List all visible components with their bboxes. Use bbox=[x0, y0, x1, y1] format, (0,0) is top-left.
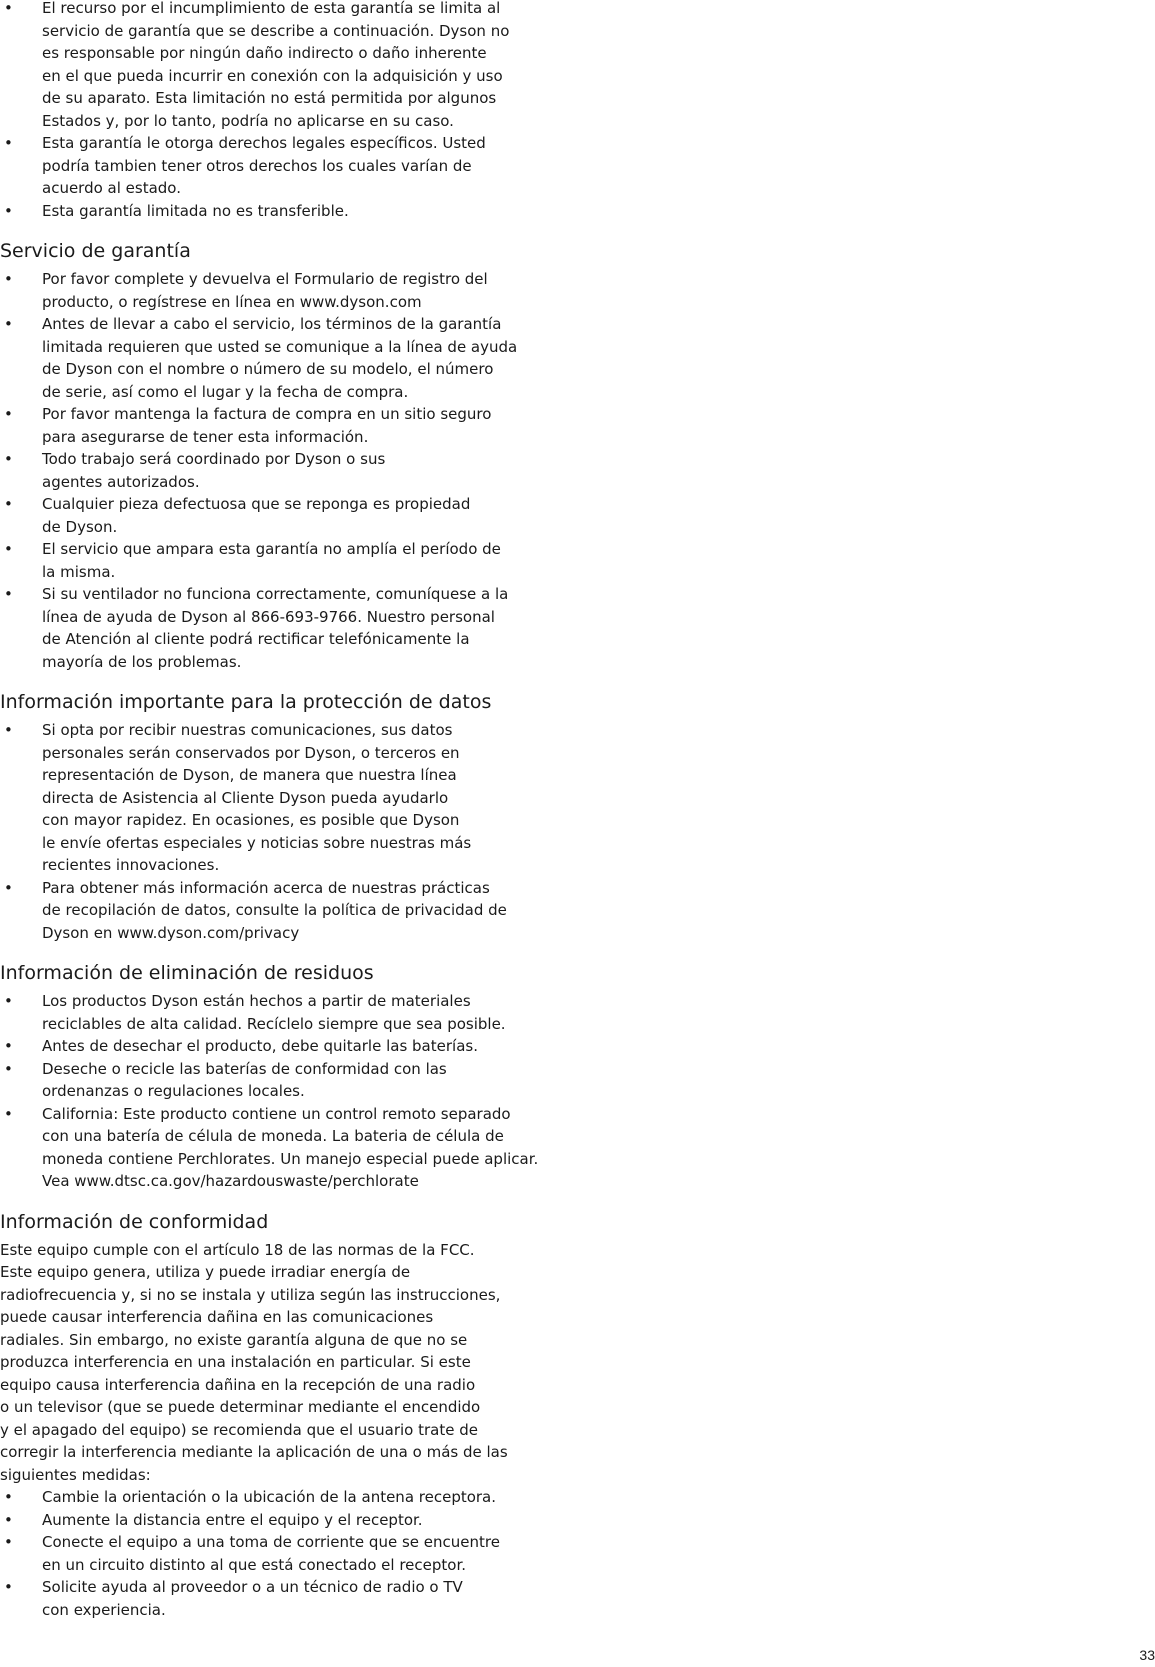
text-line: producto, o regístrese en línea en www.dyson.com bbox=[42, 292, 422, 311]
warranty-service-list bbox=[0, 268, 540, 673]
text-line: • Para obtener más información acerca de nuestras prácticas bbox=[42, 878, 490, 897]
text-line: de Atención al cliente podrá rectificar telefónicamente la bbox=[42, 630, 470, 648]
page-number: 33 bbox=[1139, 1647, 1155, 1663]
text-line: línea de ayuda de Dyson al 866-693-9766. Nuestro personal bbox=[42, 607, 495, 626]
list-item bbox=[0, 1531, 540, 1576]
list-item bbox=[0, 0, 540, 132]
text-line: la misma. bbox=[42, 562, 116, 581]
text-line: • El servicio que ampara esta garantía no amplía el período de bbox=[42, 540, 501, 558]
text-line: • Esta garantía limitada no es transferible. bbox=[42, 201, 349, 220]
compliance-measures-list bbox=[0, 1486, 540, 1621]
text-line: radiales. Sin embargo, no existe garantía alguna de que no se bbox=[0, 1330, 468, 1349]
list-item bbox=[0, 1576, 540, 1621]
text-line: es responsable por ningún daño indirecto o daño inherente bbox=[42, 44, 487, 62]
list-item bbox=[0, 268, 540, 313]
list-item bbox=[0, 448, 540, 493]
text-line: puede causar interferencia dañina en las comunicaciones bbox=[0, 1308, 434, 1326]
list-item bbox=[0, 132, 540, 200]
text-line: • California: Este producto contiene un control remoto separado bbox=[42, 1104, 511, 1123]
text-line: • Si opta por recibir nuestras comunicaciones, sus datos bbox=[42, 721, 453, 739]
disposal-list bbox=[0, 990, 540, 1193]
text-line: corregir la interferencia mediante la aplicación de una o más de las bbox=[0, 1443, 508, 1461]
text-line: • Aumente la distancia entre el equipo y el receptor. bbox=[42, 1510, 423, 1529]
list-item bbox=[0, 877, 540, 945]
list-item bbox=[0, 1509, 540, 1532]
text-line: mayoría de los problemas. bbox=[42, 652, 242, 671]
text-line: • Si su ventilador no funciona correctamente, comuníquese a la bbox=[42, 585, 509, 603]
text-line: • Todo trabajo será coordinado por Dyson o sus bbox=[42, 450, 386, 468]
text-line: Estados y, por lo tanto, podría no aplicarse en su caso. bbox=[42, 111, 454, 130]
list-item bbox=[0, 1058, 540, 1103]
text-line: • Solicite ayuda al proveedor o a un técnico de radio o TV bbox=[42, 1578, 463, 1596]
text-line: directa de Asistencia al Cliente Dyson pueda ayudarlo bbox=[42, 788, 449, 807]
text-line: • Cambie la orientación o la ubicación de la antena receptora. bbox=[42, 1488, 497, 1506]
list-item bbox=[0, 313, 540, 403]
text-line: • Por favor complete y devuelva el Formulario de registro del bbox=[42, 270, 488, 288]
list-item bbox=[0, 538, 540, 583]
compliance-paragraph bbox=[0, 1239, 540, 1487]
section-heading-servicio-garantia: Servicio de garantía bbox=[0, 240, 191, 262]
text-line: • Antes de desechar el producto, debe quitarle las baterías. bbox=[42, 1037, 478, 1055]
list-item bbox=[0, 200, 540, 223]
section-heading-eliminacion-residuos: Información de eliminación de residuos bbox=[0, 962, 374, 984]
text-line: le envíe ofertas especiales y noticias sobre nuestras más bbox=[42, 833, 472, 852]
data-protection-list bbox=[0, 719, 540, 944]
text-line: radiofrecuencia y, si no se instala y utiliza según las instrucciones, bbox=[0, 1285, 501, 1304]
text-line: representación de Dyson, de manera que nuestra línea bbox=[42, 766, 457, 784]
text-line: moneda contiene Perchlorates. Un manejo especial puede aplicar. bbox=[42, 1149, 539, 1168]
text-line: recientes innovaciones. bbox=[42, 856, 220, 874]
text-line: ordenanzas o regulaciones locales. bbox=[42, 1082, 305, 1100]
text-line: • Por favor mantenga la factura de compra en un sitio seguro bbox=[42, 405, 492, 423]
text-line: y el apagado del equipo) se recomienda que el usuario trate de bbox=[0, 1420, 478, 1439]
text-line: podría tambien tener otros derechos los cuales varían de bbox=[42, 156, 472, 175]
list-item bbox=[0, 1103, 540, 1193]
text-line: en un circuito distinto al que está conectado el receptor. bbox=[42, 1555, 466, 1574]
text-line: • Cualquier pieza defectuosa que se reponga es propiedad bbox=[42, 495, 471, 513]
text-line: Dyson en www.dyson.com/privacy bbox=[42, 923, 300, 942]
text-line: acuerdo al estado. bbox=[42, 179, 181, 197]
text-line: Este equipo genera, utiliza y puede irradiar energía de bbox=[0, 1263, 411, 1281]
text-line: reciclables de alta calidad. Recíclelo siempre que sea posible. bbox=[42, 1014, 506, 1033]
text-line: o un televisor (que se puede determinar mediante el encendido bbox=[0, 1398, 481, 1416]
text-line: Este equipo cumple con el artículo 18 de las normas de la FCC. bbox=[0, 1240, 475, 1259]
text-line: de serie, así como el lugar y la fecha de compra. bbox=[42, 382, 409, 401]
text-line: siguientes medidas: bbox=[0, 1465, 151, 1484]
text-line: • Conecte el equipo a una toma de corriente que se encuentre bbox=[42, 1533, 500, 1551]
text-line: produzca interferencia en una instalación en particular. Si este bbox=[0, 1353, 471, 1371]
text-line: Vea www.dtsc.ca.gov/hazardouswaste/perchlorate bbox=[42, 1172, 419, 1190]
text-line: equipo causa interferencia dañina en la recepción de una radio bbox=[0, 1375, 476, 1394]
text-line: con mayor rapidez. En ocasiones, es posible que Dyson bbox=[42, 811, 460, 829]
list-item bbox=[0, 1486, 540, 1509]
text-line: en el que pueda incurrir en conexión con la adquisición y uso bbox=[42, 66, 503, 85]
list-item bbox=[0, 990, 540, 1035]
list-item bbox=[0, 1035, 540, 1058]
section-heading-proteccion-datos: Información importante para la protección de datos bbox=[0, 691, 492, 713]
list-item bbox=[0, 583, 540, 673]
section-heading-conformidad: Información de conformidad bbox=[0, 1210, 269, 1233]
text-line: personales serán conservados por Dyson, o terceros en bbox=[42, 743, 460, 762]
text-line: • Los productos Dyson están hechos a partir de materiales bbox=[42, 992, 471, 1010]
text-line: de recopilación de datos, consulte la política de privacidad de bbox=[42, 901, 507, 919]
text-line: para asegurarse de tener esta información. bbox=[42, 427, 369, 446]
document-page bbox=[0, 0, 540, 1621]
list-item bbox=[0, 493, 540, 538]
text-line: de Dyson. bbox=[42, 517, 118, 536]
text-line: servicio de garantía que se describe a continuación. Dyson no bbox=[42, 21, 510, 40]
text-line: con una batería de célula de moneda. La bateria de célula de bbox=[42, 1127, 504, 1145]
text-line: • El recurso por el incumplimiento de esta garantía se limita al bbox=[42, 0, 501, 17]
text-line: agentes autorizados. bbox=[42, 472, 200, 491]
text-line: de Dyson con el nombre o número de su modelo, el número bbox=[42, 360, 494, 378]
text-line: con experiencia. bbox=[42, 1600, 166, 1619]
text-line: de su aparato. Esta limitación no está permitida por algunos bbox=[42, 89, 497, 107]
text-line: • Esta garantía le otorga derechos legales específicos. Usted bbox=[42, 134, 486, 152]
text-line: • Antes de llevar a cabo el servicio, los términos de la garantía bbox=[42, 315, 502, 333]
warranty-terms-list bbox=[0, 0, 540, 222]
list-item bbox=[0, 719, 540, 877]
list-item bbox=[0, 403, 540, 448]
text-line: limitada requieren que usted se comunique a la línea de ayuda bbox=[42, 337, 518, 356]
text-line: • Deseche o recicle las baterías de conformidad con las bbox=[42, 1059, 447, 1078]
